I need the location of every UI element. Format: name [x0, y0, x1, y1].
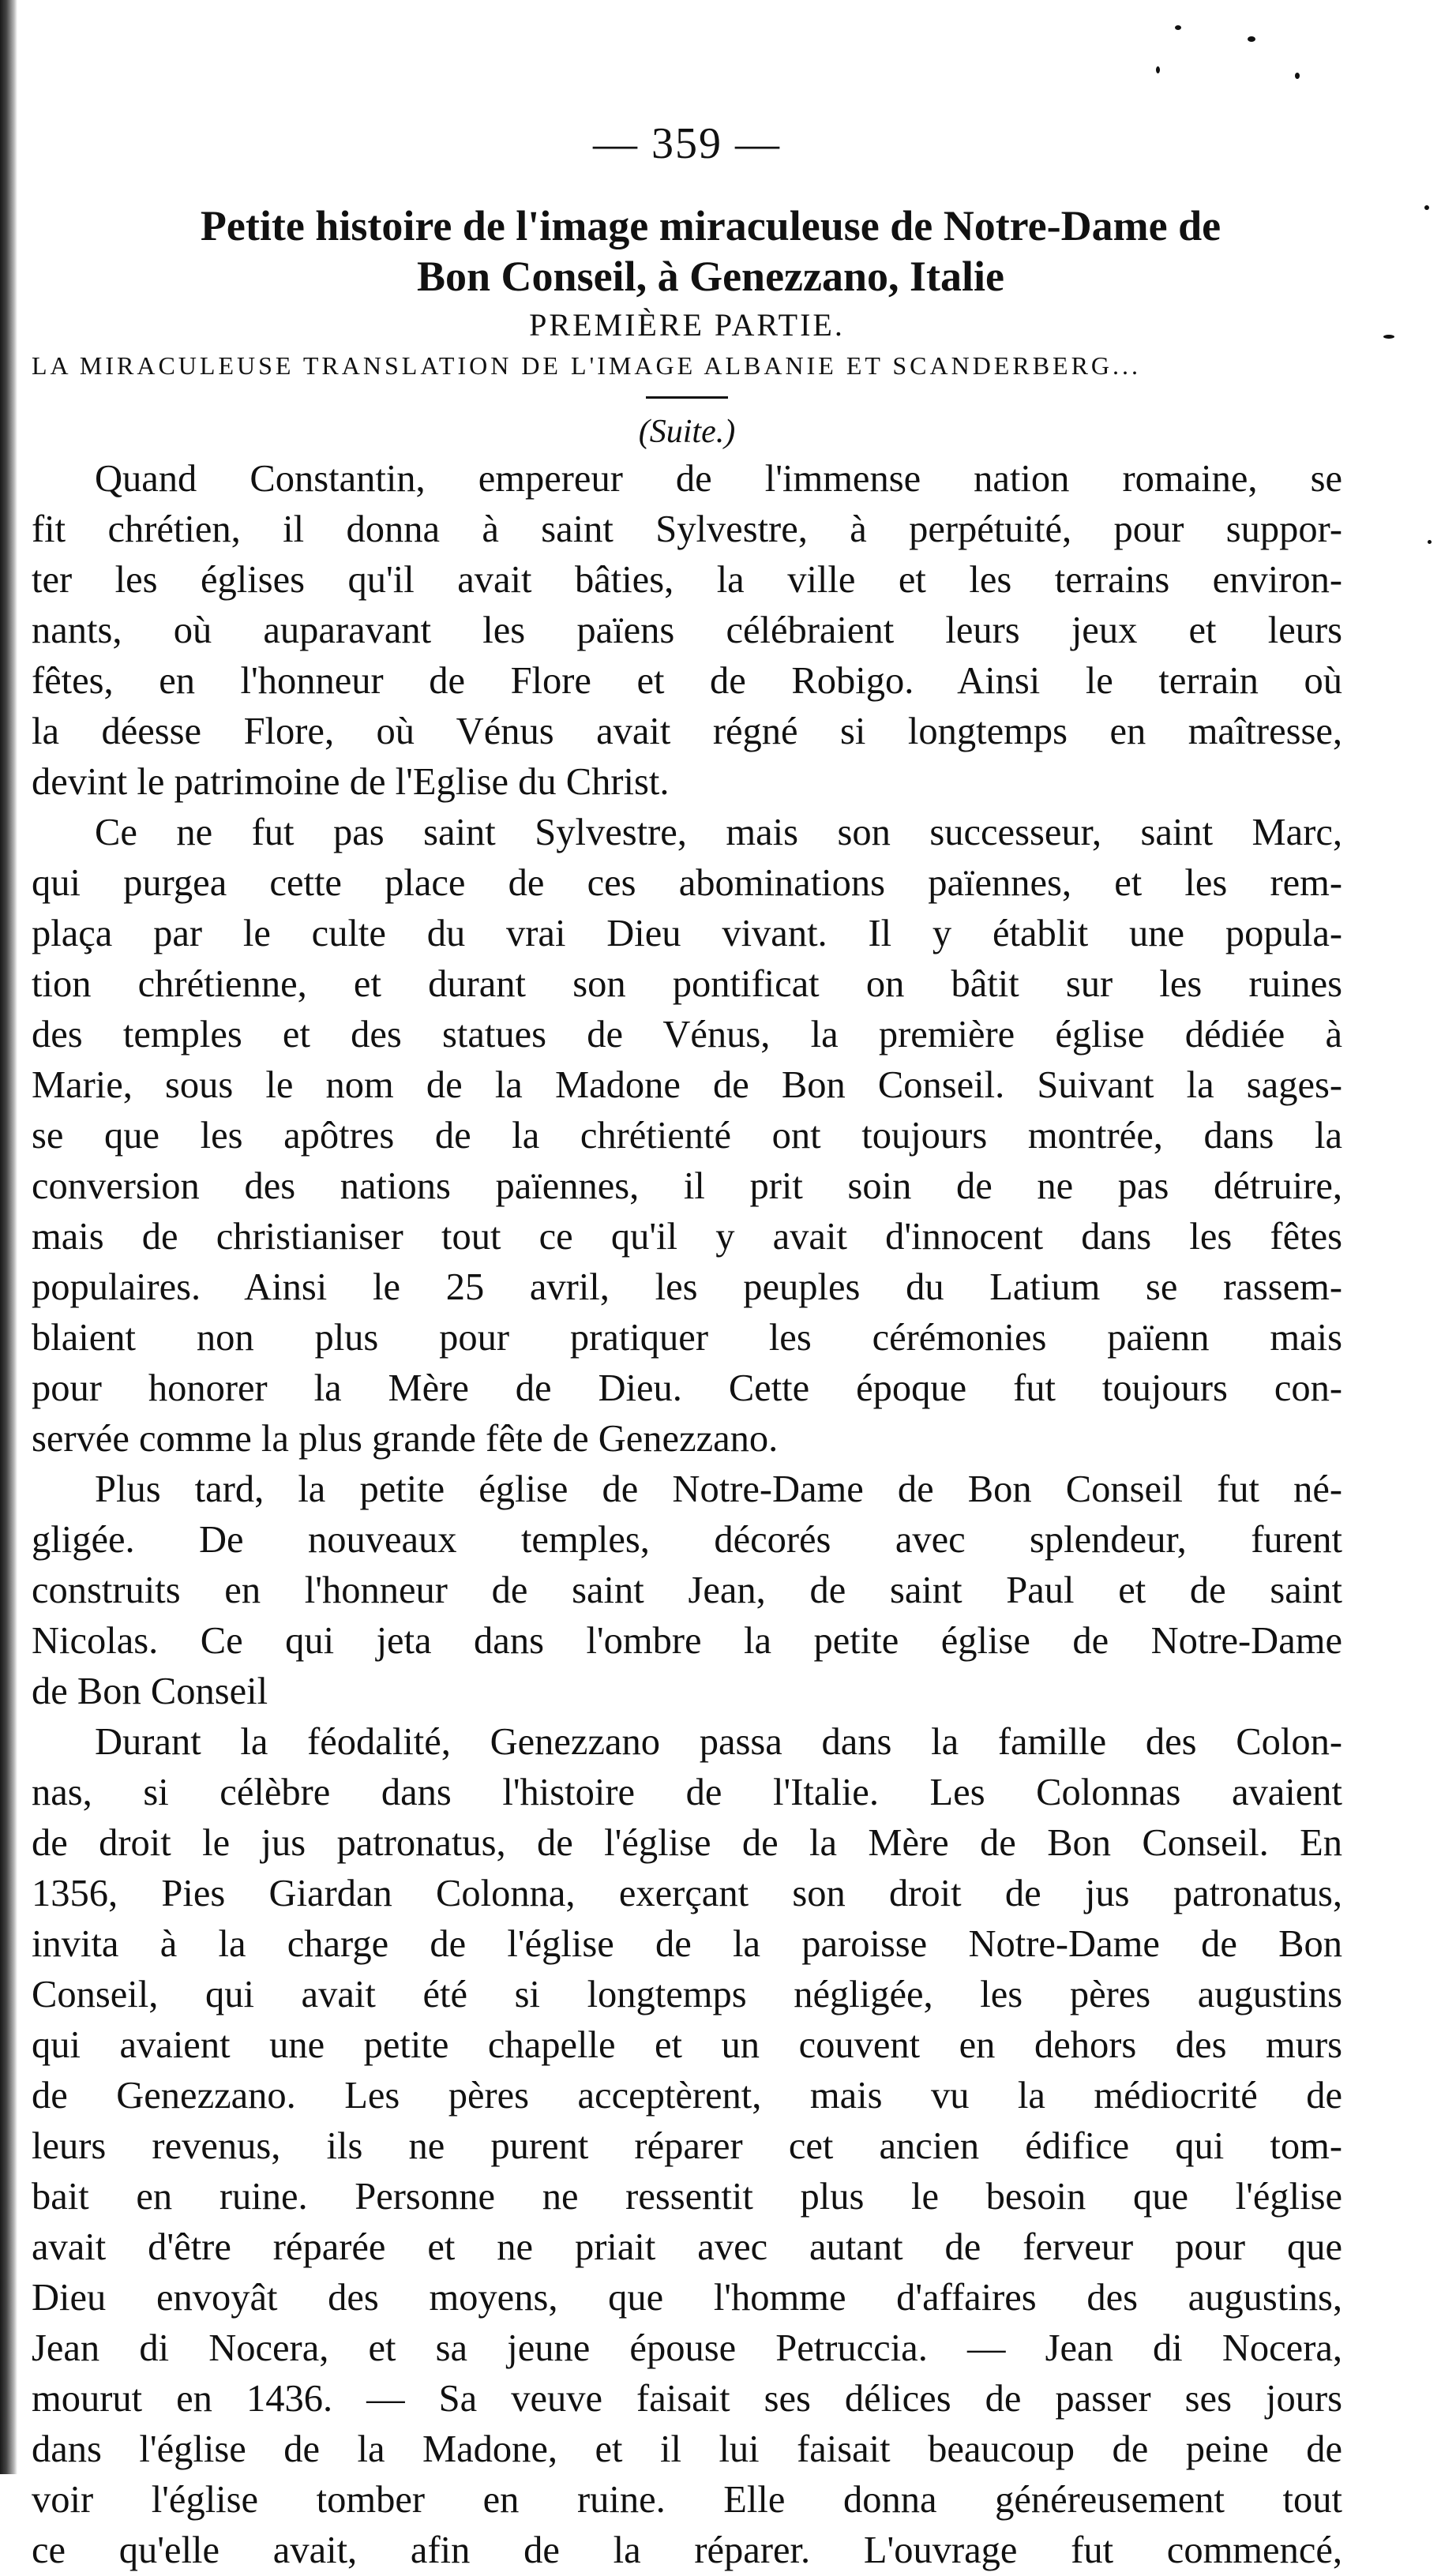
part-heading: PREMIÈRE PARTIE.: [529, 307, 845, 343]
title-line: Petite histoire de l'image miraculeuse de Notre-Dame de: [200, 202, 1221, 249]
text-line: invita à la charge de l'église de la paroisse Notre-Dame de Bon: [32, 1923, 1342, 1965]
text-line: se que les apôtres de la chrétienté ont toujours montrée, dans la: [32, 1115, 1342, 1157]
text-line: populaires. Ainsi le 25 avril, les peuples du Latium se rassem-: [32, 1266, 1342, 1308]
document-page: [32, 118, 1342, 2576]
text-line: ce qu'elle avait, afin de la réparer. L'ouvrage fut commencé,: [32, 2529, 1342, 2571]
section-subtitle: LA MIRACULEUSE TRANSLATION DE L'IMAGE ALBANIE ET SCANDERBERG...: [32, 351, 1142, 380]
paragraph: [32, 1464, 1342, 1717]
text-line: fêtes, en l'honneur de Flore et de Robigo. Ainsi le terrain où: [32, 660, 1342, 702]
text-line: Plus tard, la petite église de Notre-Dame de Bon Conseil fut né-: [95, 1468, 1342, 1510]
article-title: [79, 201, 1342, 302]
text-line: pour honorer la Mère de Dieu. Cette époque fut toujours con-: [32, 1367, 1342, 1409]
text-line: Marie, sous le nom de la Madone de Bon Conseil. Suivant la sages-: [32, 1064, 1342, 1106]
text-line: conversion des nations païennes, il prit soin de ne pas détruire,: [32, 1165, 1342, 1207]
text-line: de Bon Conseil: [32, 1670, 268, 1712]
text-line: servée comme la plus grande fête de Genezzano.: [32, 1418, 779, 1460]
paragraph: [32, 454, 1342, 808]
text-line: Quand Constantin, empereur de l'immense nation romaine, se: [95, 458, 1342, 500]
text-line: nas, si célèbre dans l'histoire de l'Italie. Les Colonnas avaient: [32, 1772, 1342, 1813]
paragraph: [32, 808, 1342, 1464]
text-line: blaient non plus pour pratiquer les cérémonies païenn mais: [32, 1317, 1342, 1359]
text-line: de Genezzano. Les pères acceptèrent, mais vu la médiocrité de: [32, 2075, 1342, 2117]
text-line: des temples et des statues de Vénus, la première église dédiée à: [32, 1014, 1342, 1056]
text-line: qui avaient une petite chapelle et un couvent en dehors des murs: [32, 2024, 1342, 2066]
continued-label: (Suite.): [638, 414, 736, 450]
text-line: fit chrétien, il donna à saint Sylvestre, à perpétuité, pour suppor-: [32, 508, 1342, 550]
text-line: ter les églises qu'il avait bâties, la ville et les terrains environ-: [32, 559, 1342, 601]
text-line: gligée. De nouveaux temples, décorés avec splendeur, furent: [32, 1519, 1342, 1561]
scan-left-edge: [0, 0, 17, 2474]
divider-rule: [646, 396, 728, 399]
text-line: mourut en 1436. — Sa veuve faisait ses délices de passer ses jours: [32, 2378, 1342, 2420]
text-line: la déesse Flore, où Vénus avait régné si longtemps en maîtresse,: [32, 711, 1342, 752]
text-line: Ce ne fut pas saint Sylvestre, mais son successeur, saint Marc,: [95, 812, 1342, 853]
text-line: mais de christianiser tout ce qu'il y avait d'innocent dans les fêtes: [32, 1216, 1342, 1258]
text-line: devint le patrimoine de l'Eglise du Christ.: [32, 761, 670, 803]
text-line: Durant la féodalité, Genezzano passa dans la famille des Colon-: [95, 1721, 1342, 1763]
text-line: bait en ruine. Personne ne ressentit plus le besoin que l'église: [32, 2176, 1342, 2218]
page-number: — 359 —: [593, 119, 781, 168]
title-line: Bon Conseil, à Genezzano, Italie: [417, 253, 1004, 300]
text-line: dans l'église de la Madone, et il lui faisait beaucoup de peine de: [32, 2428, 1342, 2470]
text-line: nants, où auparavant les païens célébraient leurs jeux et leurs: [32, 609, 1342, 651]
paragraph: [32, 1717, 1342, 2576]
text-line: Dieu envoyât des moyens, que l'homme d'affaires des augustins,: [32, 2277, 1342, 2319]
text-line: tion chrétienne, et durant son pontificat on bâtit sur les ruines: [32, 963, 1342, 1005]
text-line: construits en l'honneur de saint Jean, de saint Paul et de saint: [32, 1569, 1342, 1611]
text-line: Nicolas. Ce qui jeta dans l'ombre la petite église de Notre-Dame: [32, 1620, 1342, 1662]
text-line: qui purgea cette place de ces abominations païennes, et les rem-: [32, 862, 1342, 904]
text-line: Conseil, qui avait été si longtemps négligée, les pères augustins: [32, 1974, 1342, 2015]
text-line: avait d'être réparée et ne priait avec autant de ferveur pour que: [32, 2226, 1342, 2268]
text-line: leurs revenus, ils ne purent réparer cet ancien édifice qui tom-: [32, 2125, 1342, 2167]
text-line: 1356, Pies Giardan Colonna, exerçant son droit de jus patronatus,: [32, 1873, 1342, 1914]
text-line: Jean di Nocera, et sa jeune épouse Petruccia. — Jean di Nocera,: [32, 2327, 1342, 2369]
text-line: de droit le jus patronatus, de l'église de la Mère de Bon Conseil. En: [32, 1822, 1342, 1864]
text-line: voir l'église tomber en ruine. Elle donna généreusement tout: [32, 2479, 1342, 2521]
text-line: plaça par le culte du vrai Dieu vivant. Il y établit une popula-: [32, 913, 1342, 954]
